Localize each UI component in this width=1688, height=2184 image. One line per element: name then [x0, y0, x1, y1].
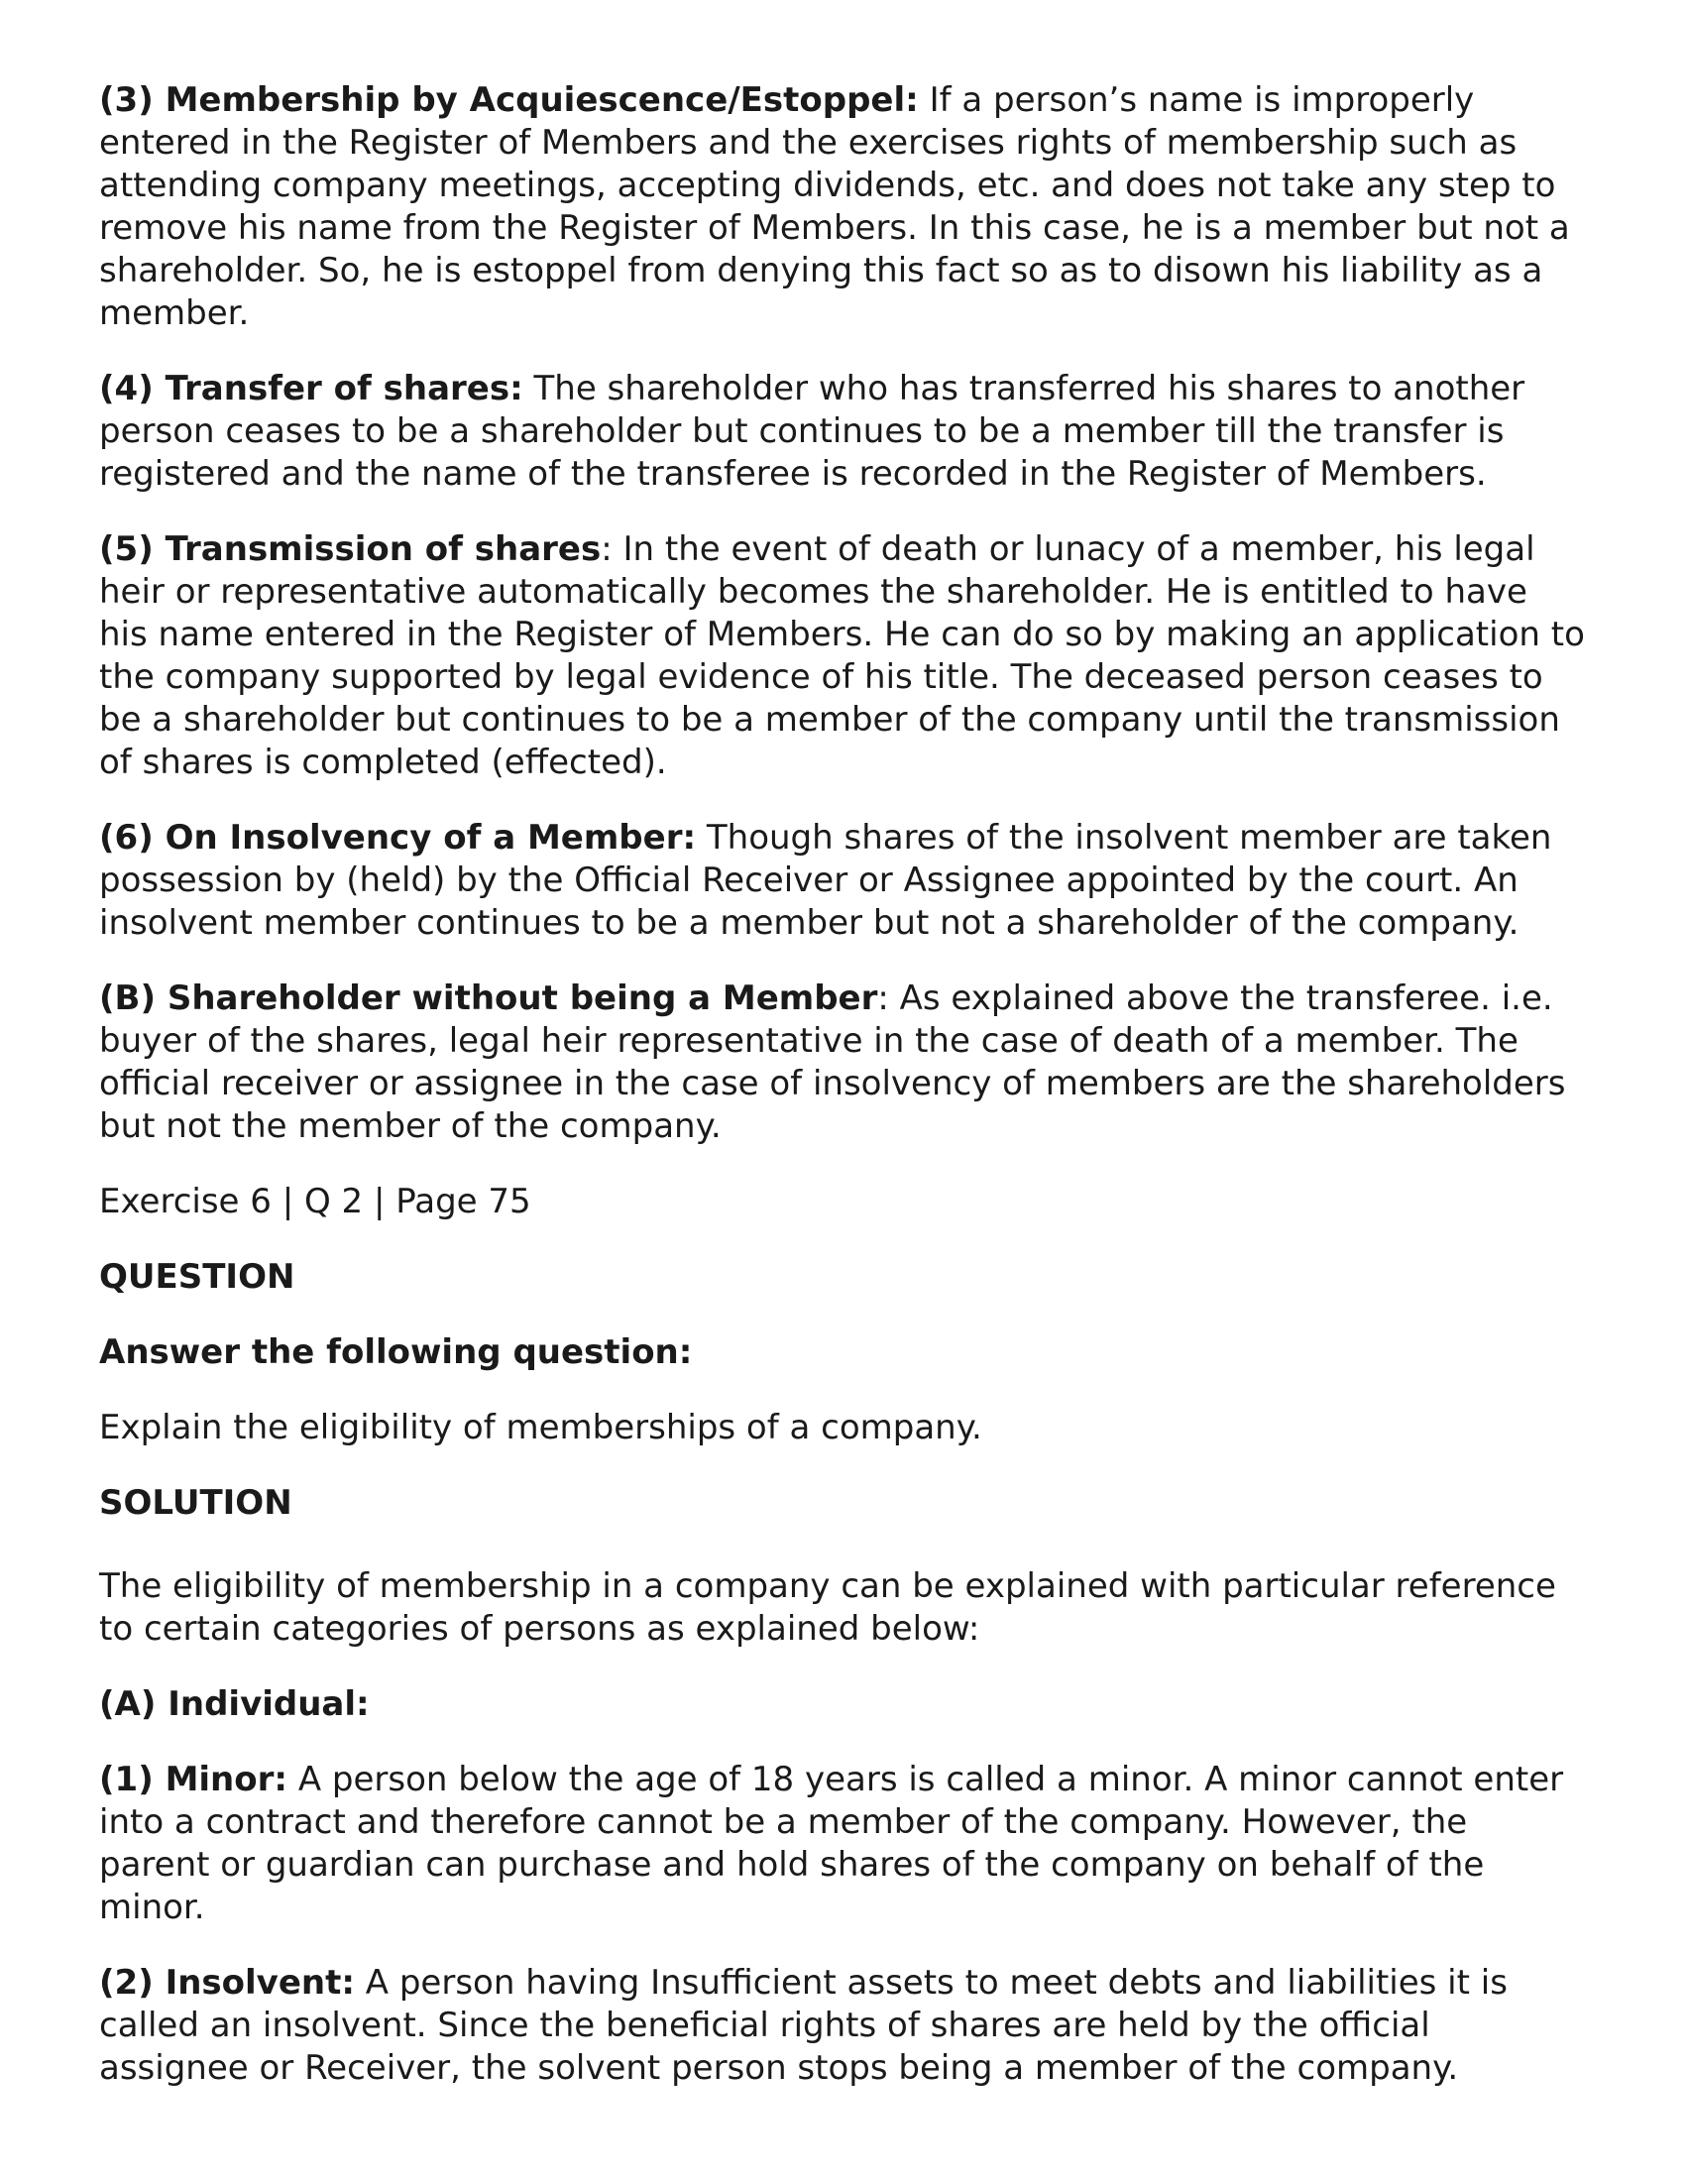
- paragraph-lead: (3) Membership by Acquiescence/Estoppel:: [99, 80, 919, 120]
- paragraph-insolvency-of-member: [99, 817, 1586, 945]
- exercise-reference: Exercise 6 | Q 2 | Page 75: [99, 1182, 531, 1221]
- paragraph-text: As explained above the transferee. i.e. buyer of the shares, legal heir representative in the case of death of a member. The official receiver or assignee in the case of insolvency of members are the shareholders but not the member of the company.: [99, 978, 1566, 1146]
- paragraph-separator: :: [877, 978, 900, 1018]
- paragraph-insolvent: [99, 1962, 1586, 2090]
- paragraph-lead: (1) Minor:: [99, 1760, 287, 1799]
- paragraph-lead: (6) On Insolvency of a Member:: [99, 818, 697, 858]
- paragraph-transmission-of-shares: [99, 528, 1586, 784]
- paragraph-separator: [287, 1760, 298, 1799]
- paragraph-shareholder-without-member: [99, 977, 1586, 1148]
- question-prompt: Answer the following question:: [99, 1332, 693, 1372]
- paragraph-minor: [99, 1759, 1586, 1929]
- solution-label: SOLUTION: [99, 1483, 292, 1523]
- paragraph-lead: (2) Insolvent:: [99, 1963, 355, 2003]
- paragraph-transfer-of-shares: [99, 368, 1586, 496]
- paragraph-separator: :: [601, 529, 623, 569]
- document-page: [99, 79, 1586, 2123]
- paragraph-text: A person below the age of 18 years is called a minor. A minor cannot enter into a contract and therefore cannot be a member of the company. However, the parent or guardian can purchase and hold shares of the company on behalf of the minor.: [99, 1760, 1564, 1927]
- paragraph-text: Though shares of the insolvent member are taken possession by (held) by the Official Receiver or Assignee appointed by the court. An insolvent member continues to be a member but not a shareholder of the company.: [99, 818, 1552, 943]
- paragraph-text: If a person’s name is improperly entered in the Register of Members and the exercises rights of membership such as attending company meetings, accepting dividends, etc. and does not take any step to remove his name from the Register of Members. In this case, he is a member but not a shareholder. So, he is estoppel from denying this fact so as to disown his liability as a member.: [99, 80, 1570, 333]
- question-label: QUESTION: [99, 1257, 295, 1297]
- paragraph-separator: [919, 80, 930, 120]
- paragraph-lead: (B) Shareholder without being a Member: [99, 978, 878, 1018]
- paragraph-separator: [696, 818, 707, 858]
- paragraph-separator: [523, 369, 534, 408]
- question-text: Explain the eligibility of memberships of a company.: [99, 1408, 982, 1447]
- section-a-heading: (A) Individual:: [99, 1684, 370, 1724]
- paragraph-lead: (4) Transfer of shares:: [99, 369, 523, 408]
- paragraph-acquiescence-estoppel: [99, 79, 1586, 335]
- paragraph-lead: (5) Transmission of shares: [99, 529, 602, 569]
- solution-intro: The eligibility of membership in a company can be explained with particular reference to certain categories of persons as explained below:: [99, 1566, 1556, 1649]
- paragraph-text: The shareholder who has transferred his shares to another person ceases to be a shareholder but continues to be a member till the transfer is registered and the name of the transferee is recorded in the Register of Members.: [99, 369, 1525, 494]
- paragraph-text: A person having Insufficient assets to meet debts and liabilities it is called an insolvent. Since the beneficial rights of shares are held by the official assignee or Receiver, the solvent person stops being a member of the company.: [99, 1963, 1508, 2088]
- paragraph-separator: [355, 1963, 366, 2003]
- paragraph-text: In the event of death or lunacy of a member, his legal heir or representative automatically becomes the shareholder. He is entitled to have his name entered in the Register of Members. He can do so by making an application to the company supported by legal evidence of his title. The deceased person ceases to be a shareholder but continues to be a member of the company until the transmission of shares is completed (effected).: [99, 529, 1585, 782]
